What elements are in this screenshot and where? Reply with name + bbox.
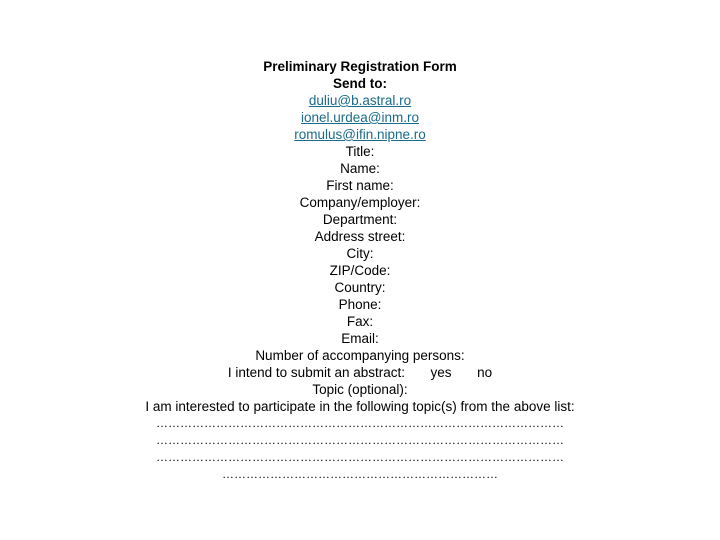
email-link-romulus[interactable]: romulus@ifin.nipne.ro [294, 127, 426, 142]
field-first-name: First name: [326, 178, 394, 193]
field-accompanying-persons: Number of accompanying persons: [255, 348, 465, 363]
field-fax: Fax: [346, 314, 374, 329]
field-city: City: [346, 246, 374, 261]
dotted-line-1: ………………………………………………………………………………………… [156, 416, 564, 430]
dotted-line-2: ………………………………………………………………………………………… [156, 433, 564, 447]
interest-label: I am interested to participate in the following topic(s) from the above list: [145, 399, 575, 414]
dotted-line-3: ………………………………………………………………………………………… [156, 450, 564, 464]
registration-form [0, 58, 720, 483]
field-email: Email: [341, 331, 379, 346]
field-country: Country: [334, 280, 386, 295]
field-phone: Phone: [338, 297, 382, 312]
field-department: Department: [322, 212, 398, 227]
email-link-urdea[interactable]: ionel.urdea@inm.ro [300, 110, 419, 125]
field-title: Title: [345, 144, 375, 159]
dotted-line-4: …………………………………………………………… [222, 467, 498, 481]
form-title: Preliminary Registration Form [263, 59, 457, 74]
abstract-label: I intend to submit an abstract: [227, 365, 405, 380]
abstract-yes-label[interactable]: yes [430, 365, 452, 380]
abstract-row [0, 364, 720, 381]
field-zip: ZIP/Code: [329, 263, 391, 278]
field-company: Company/employer: [299, 195, 421, 210]
abstract-no-label[interactable]: no [477, 365, 493, 380]
field-address: Address street: [314, 229, 406, 244]
send-to-label: Send to: [333, 76, 387, 91]
email-link-duliu[interactable]: duliu@b.astral.ro [308, 93, 412, 108]
field-name: Name: [340, 161, 380, 176]
topic-label: Topic (optional): [312, 382, 408, 397]
